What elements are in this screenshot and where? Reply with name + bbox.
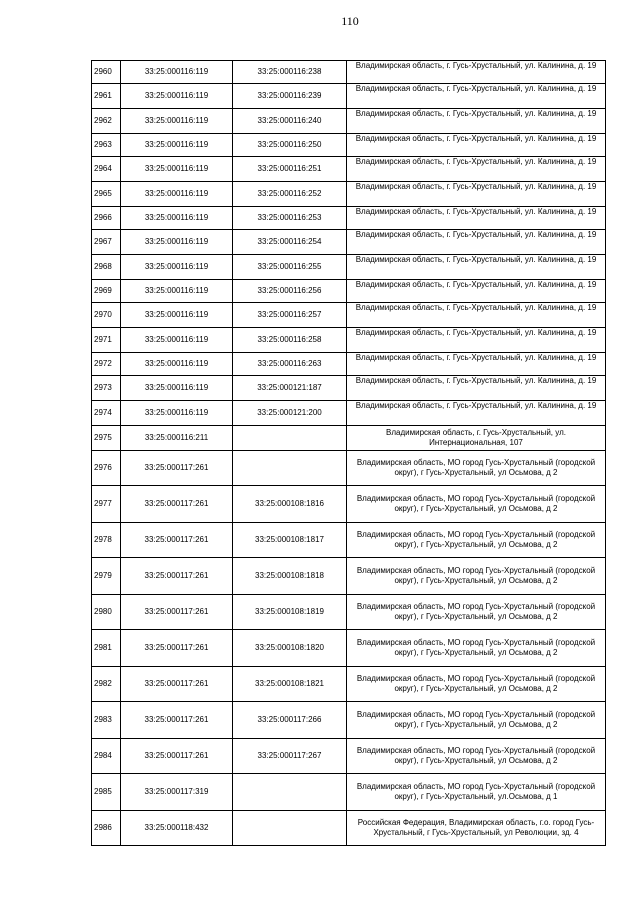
cadastral-number: 33:25:000116:119 (121, 182, 233, 207)
address-cell: Владимирская область, МО город Гусь-Хрустальный (городской округ), г Гусь-Хрустальный, ул Осьмова, д 2 (347, 486, 606, 523)
object-cadastral-number: 33:25:000116:252 (233, 182, 347, 207)
row-number: 2976 (92, 451, 121, 486)
object-cadastral-number: 33:25:000108:1817 (233, 523, 347, 558)
row-number: 2971 (92, 328, 121, 353)
address-cell: Владимирская область, г. Гусь-Хрустальный, ул. Калинина, д. 19 (347, 182, 606, 207)
table-row (92, 353, 606, 376)
row-number: 2965 (92, 182, 121, 207)
table-row (92, 207, 606, 230)
object-cadastral-number: 33:25:000116:253 (233, 207, 347, 230)
object-cadastral-number: 33:25:000116:254 (233, 230, 347, 255)
address-cell: Владимирская область, МО город Гусь-Хрустальный (городской округ), г Гусь-Хрустальный, ул Осьмова, д 2 (347, 667, 606, 702)
row-number: 2978 (92, 523, 121, 558)
cadastral-number: 33:25:000117:261 (121, 702, 233, 739)
cadastral-number: 33:25:000116:119 (121, 157, 233, 182)
row-number: 2973 (92, 376, 121, 401)
row-number: 2962 (92, 109, 121, 134)
object-cadastral-number: 33:25:000116:250 (233, 134, 347, 157)
table-row (92, 486, 606, 523)
address-cell: Владимирская область, г. Гусь-Хрустальный, ул. Калинина, д. 19 (347, 207, 606, 230)
address-cell: Владимирская область, г. Гусь-Хрустальный, ул. Калинина, д. 19 (347, 84, 606, 109)
table-row (92, 328, 606, 353)
object-cadastral-number: 33:25:000121:187 (233, 376, 347, 401)
cadastral-number: 33:25:000116:119 (121, 376, 233, 401)
address-cell: Владимирская область, г. Гусь-Хрустальный, ул. Калинина, д. 19 (347, 61, 606, 84)
address-cell: Российская Федерация, Владимирская область, г.о. город Гусь-Хрустальный, г Гусь-Хрустальный, ул Революции, зд. 4 (347, 811, 606, 846)
cadastral-number: 33:25:000117:261 (121, 486, 233, 523)
table-row (92, 774, 606, 811)
row-number: 2977 (92, 486, 121, 523)
table-row (92, 230, 606, 255)
cadastral-number: 33:25:000116:119 (121, 109, 233, 134)
address-cell: Владимирская область, МО город Гусь-Хрустальный (городской округ), г Гусь-Хрустальный, ул Осьмова, д 2 (347, 451, 606, 486)
object-cadastral-number: 33:25:000117:266 (233, 702, 347, 739)
row-number: 2974 (92, 401, 121, 426)
address-cell: Владимирская область, МО город Гусь-Хрустальный (городской округ), г Гусь-Хрустальный, ул Осьмова, д 2 (347, 595, 606, 630)
cadastral-number: 33:25:000117:319 (121, 774, 233, 811)
table-row (92, 811, 606, 846)
register-table (91, 60, 606, 846)
cadastral-number: 33:25:000117:261 (121, 451, 233, 486)
table-row (92, 303, 606, 328)
table-row (92, 157, 606, 182)
object-cadastral-number: 33:25:000116:263 (233, 353, 347, 376)
object-cadastral-number: 33:25:000116:255 (233, 255, 347, 280)
address-cell: Владимирская область, г. Гусь-Хрустальный, ул. Калинина, д. 19 (347, 255, 606, 280)
table-row (92, 426, 606, 451)
table-row (92, 523, 606, 558)
object-cadastral-number: 33:25:000116:238 (233, 61, 347, 84)
address-cell: Владимирская область, г. Гусь-Хрустальный, ул. Калинина, д. 19 (347, 328, 606, 353)
address-cell: Владимирская область, г. Гусь-Хрустальный, ул. Калинина, д. 19 (347, 157, 606, 182)
cadastral-number: 33:25:000116:119 (121, 280, 233, 303)
object-cadastral-number: 33:25:000117:267 (233, 739, 347, 774)
row-number: 2966 (92, 207, 121, 230)
object-cadastral-number (233, 426, 347, 451)
object-cadastral-number: 33:25:000116:251 (233, 157, 347, 182)
object-cadastral-number: 33:25:000108:1820 (233, 630, 347, 667)
table-row (92, 84, 606, 109)
address-cell: Владимирская область, г. Гусь-Хрустальный, ул. Калинина, д. 19 (347, 230, 606, 255)
cadastral-number: 33:25:000117:261 (121, 595, 233, 630)
table-row (92, 61, 606, 84)
cadastral-number: 33:25:000118:432 (121, 811, 233, 846)
object-cadastral-number (233, 811, 347, 846)
cadastral-number: 33:25:000117:261 (121, 630, 233, 667)
address-cell: Владимирская область, МО город Гусь-Хрустальный (городской округ), г Гусь-Хрустальный, ул Осьмова, д 2 (347, 739, 606, 774)
row-number: 2984 (92, 739, 121, 774)
cadastral-number: 33:25:000116:119 (121, 84, 233, 109)
address-cell: Владимирская область, г. Гусь-Хрустальный, ул. Интернациональная, 107 (347, 426, 606, 451)
object-cadastral-number: 33:25:000108:1818 (233, 558, 347, 595)
address-cell: Владимирская область, МО город Гусь-Хрустальный (городской округ), г Гусь-Хрустальный, ул Осьмова, д 2 (347, 702, 606, 739)
row-number: 2981 (92, 630, 121, 667)
address-cell: Владимирская область, г. Гусь-Хрустальный, ул. Калинина, д. 19 (347, 303, 606, 328)
table-row (92, 630, 606, 667)
object-cadastral-number: 33:25:000108:1821 (233, 667, 347, 702)
row-number: 2985 (92, 774, 121, 811)
object-cadastral-number: 33:25:000116:256 (233, 280, 347, 303)
cadastral-number: 33:25:000116:119 (121, 303, 233, 328)
address-cell: Владимирская область, г. Гусь-Хрустальный, ул. Калинина, д. 19 (347, 353, 606, 376)
address-cell: Владимирская область, МО город Гусь-Хрустальный (городской округ), г Гусь-Хрустальный, ул Осьмова, д 2 (347, 630, 606, 667)
row-number: 2968 (92, 255, 121, 280)
object-cadastral-number: 33:25:000116:257 (233, 303, 347, 328)
table-row (92, 558, 606, 595)
object-cadastral-number (233, 774, 347, 811)
object-cadastral-number (233, 451, 347, 486)
table-row (92, 182, 606, 207)
cadastral-number: 33:25:000117:261 (121, 523, 233, 558)
cadastral-number: 33:25:000116:119 (121, 207, 233, 230)
page-number: 110 (341, 14, 359, 28)
row-number: 2980 (92, 595, 121, 630)
row-number: 2975 (92, 426, 121, 451)
row-number: 2983 (92, 702, 121, 739)
table-row (92, 134, 606, 157)
object-cadastral-number: 33:25:000121:200 (233, 401, 347, 426)
row-number: 2972 (92, 353, 121, 376)
object-cadastral-number: 33:25:000116:258 (233, 328, 347, 353)
row-number: 2960 (92, 61, 121, 84)
table-row (92, 401, 606, 426)
cadastral-number: 33:25:000116:119 (121, 255, 233, 280)
table-row (92, 702, 606, 739)
row-number: 2982 (92, 667, 121, 702)
address-cell: Владимирская область, МО город Гусь-Хрустальный (городской округ), г Гусь-Хрустальный, ул Осьмова, д 2 (347, 523, 606, 558)
table-row (92, 109, 606, 134)
row-number: 2986 (92, 811, 121, 846)
cadastral-number: 33:25:000116:119 (121, 61, 233, 84)
object-cadastral-number: 33:25:000108:1819 (233, 595, 347, 630)
address-cell: Владимирская область, г. Гусь-Хрустальный, ул. Калинина, д. 19 (347, 134, 606, 157)
address-cell: Владимирская область, г. Гусь-Хрустальный, ул. Калинина, д. 19 (347, 280, 606, 303)
row-number: 2964 (92, 157, 121, 182)
row-number: 2961 (92, 84, 121, 109)
row-number: 2967 (92, 230, 121, 255)
table-row (92, 451, 606, 486)
table-row (92, 595, 606, 630)
cadastral-number: 33:25:000116:211 (121, 426, 233, 451)
table-row (92, 280, 606, 303)
cadastral-number: 33:25:000116:119 (121, 134, 233, 157)
row-number: 2963 (92, 134, 121, 157)
cadastral-number: 33:25:000116:119 (121, 353, 233, 376)
cadastral-number: 33:25:000116:119 (121, 401, 233, 426)
table-row (92, 376, 606, 401)
table-row (92, 255, 606, 280)
cadastral-number: 33:25:000117:261 (121, 667, 233, 702)
address-cell: Владимирская область, МО город Гусь-Хрустальный (городской округ), г Гусь-Хрустальный, ул Осьмова, д 2 (347, 558, 606, 595)
cadastral-number: 33:25:000116:119 (121, 230, 233, 255)
cadastral-number: 33:25:000117:261 (121, 739, 233, 774)
table-row (92, 739, 606, 774)
row-number: 2979 (92, 558, 121, 595)
cadastral-number: 33:25:000117:261 (121, 558, 233, 595)
address-cell: Владимирская область, г. Гусь-Хрустальный, ул. Калинина, д. 19 (347, 376, 606, 401)
register-body (92, 61, 606, 846)
address-cell: Владимирская область, г. Гусь-Хрустальный, ул. Калинина, д. 19 (347, 109, 606, 134)
cadastral-number: 33:25:000116:119 (121, 328, 233, 353)
object-cadastral-number: 33:25:000116:239 (233, 84, 347, 109)
table-row (92, 667, 606, 702)
row-number: 2969 (92, 280, 121, 303)
object-cadastral-number: 33:25:000116:240 (233, 109, 347, 134)
address-cell: Владимирская область, г. Гусь-Хрустальный, ул. Калинина, д. 19 (347, 401, 606, 426)
address-cell: Владимирская область, МО город Гусь-Хрустальный (городской округ), г Гусь-Хрустальный, ул.Осьмова, д 1 (347, 774, 606, 811)
object-cadastral-number: 33:25:000108:1816 (233, 486, 347, 523)
row-number: 2970 (92, 303, 121, 328)
